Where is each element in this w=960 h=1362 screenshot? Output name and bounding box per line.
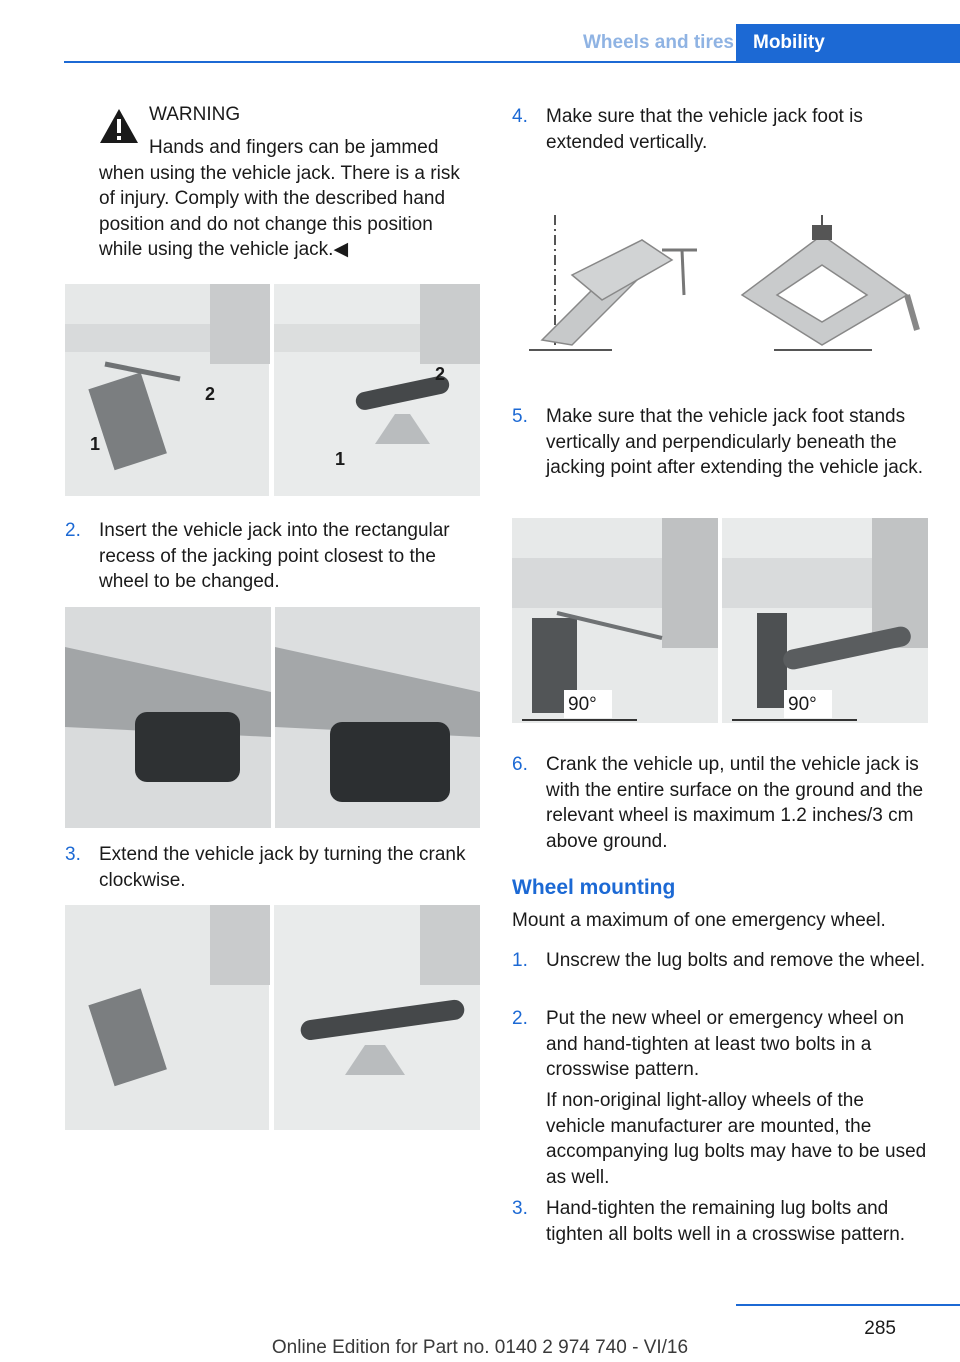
step-text: Put the new wheel or emergency wheel on and hand-tighten at least two bolts in a crosswise pattern.: [546, 1008, 905, 1080]
step-number: 6.: [512, 754, 528, 775]
figure-jack-vertical: [512, 210, 928, 360]
figure-jack-recess: [65, 607, 480, 828]
figure-label-2b: 2: [435, 364, 446, 384]
step-text: Extend the vehicle jack by turning the crank clockwise.: [99, 844, 466, 891]
footer-rule: [736, 1304, 960, 1306]
step-text: Insert the vehicle jack into the rectangular recess of the jacking point closest to the wheel to be changed.: [99, 520, 450, 592]
warning-title: WARNING: [149, 104, 241, 125]
step-text: Unscrew the lug bolts and remove the wheel.: [546, 950, 926, 971]
step-number: 1.: [512, 950, 528, 971]
header-section-current: Mobility: [736, 24, 960, 61]
step-note-text: If non-original light-alloy wheels of the vehicle manufacturer are mounted, the accompanying lug bolts may have to be used as well.: [546, 1090, 927, 1188]
figure-jack-hand-position: [65, 284, 480, 496]
figure-label-2: 2: [205, 384, 216, 404]
step-number: 4.: [512, 106, 528, 127]
header-section-prev: Wheels and tires: [583, 32, 734, 53]
figure-label-1b: 1: [335, 449, 346, 469]
step-text: Make sure that the vehicle jack foot stands vertically and perpendicularly beneath the jacking point after extending the vehicle jack.: [546, 406, 924, 478]
step-text: Make sure that the vehicle jack foot is extended vertically.: [546, 106, 863, 153]
wheel-mounting-intro: Mount a maximum of one emergency wheel.: [512, 910, 886, 931]
step-text: Hand-tighten the remaining lug bolts and tighten all bolts well in a crosswise pattern.: [546, 1198, 906, 1245]
figure-label-1: 1: [90, 434, 101, 454]
warning-text: Hands and fingers can be jammed when using the vehicle jack. There is a risk of injury. Comply with the described hand position and do not change this position while using the vehicle jack.◀: [99, 137, 460, 260]
step-number: 3.: [512, 1198, 528, 1219]
step-number: 5.: [512, 406, 528, 427]
step-number: 2.: [512, 1008, 528, 1029]
header-rule: [64, 61, 960, 63]
step-text: Crank the vehicle up, until the vehicle jack is with the entire surface on the ground and the relevant wheel is maximum 1.2 inches/3 cm above ground.: [546, 754, 924, 852]
step-number: 2.: [65, 520, 81, 541]
angle-label-right: 90°: [788, 694, 817, 715]
figure-jack-perpendicular: [512, 518, 928, 723]
edition-note: Online Edition for Part no. 0140 2 974 740 - VI/16: [271, 1337, 689, 1358]
page-number: 285: [864, 1318, 896, 1339]
angle-label-left: 90°: [568, 694, 597, 715]
figure-jack-crank: [65, 905, 480, 1130]
step-number: 3.: [65, 844, 81, 865]
section-heading-wheel-mounting: Wheel mounting: [512, 876, 676, 899]
